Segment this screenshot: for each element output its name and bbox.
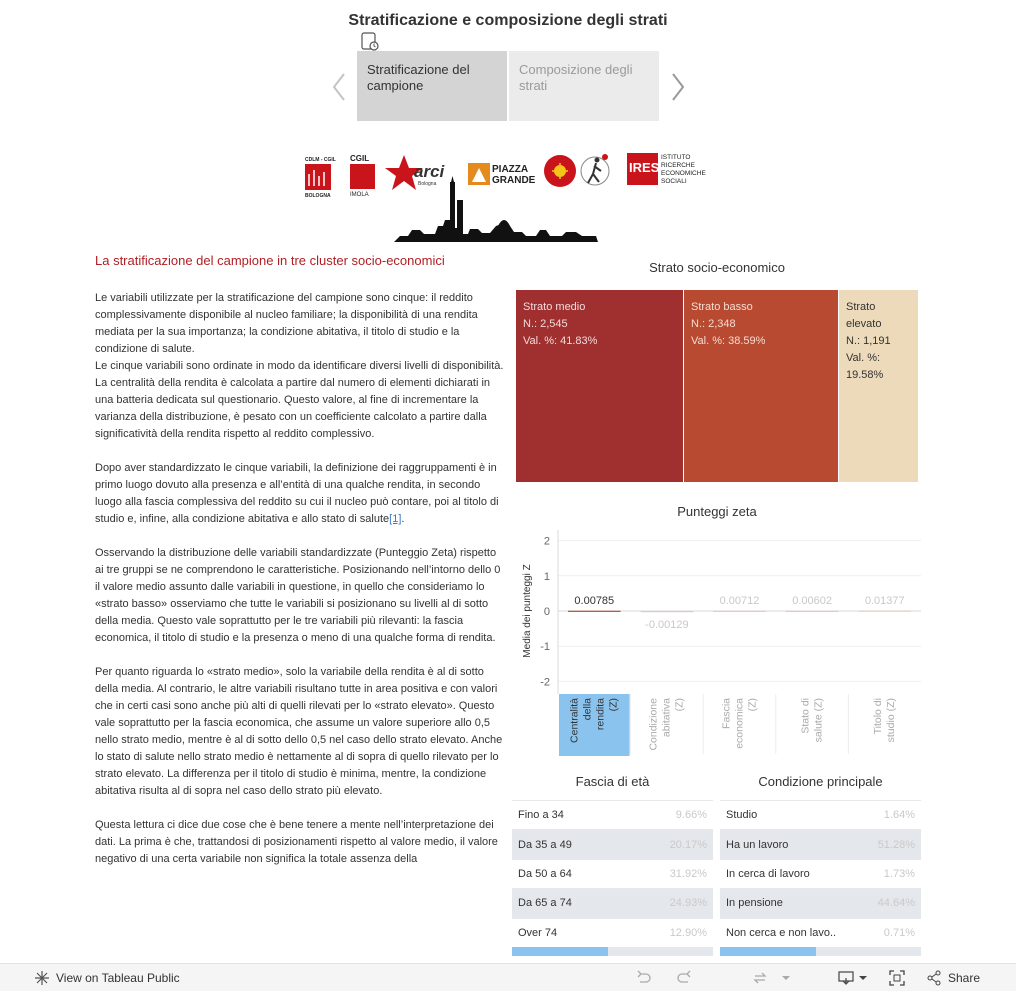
table-row[interactable] (512, 888, 713, 917)
ires-logo (627, 153, 706, 185)
revert-icon[interactable] (752, 970, 768, 986)
scroll-bar[interactable] (720, 947, 921, 956)
treemap-cell-name: Strato basso (691, 301, 753, 313)
condition-table-title: Condizione principale (758, 774, 883, 789)
treemap-cell[interactable] (516, 290, 683, 482)
table-row-label: In pensione (726, 897, 783, 910)
story-point-composizione[interactable]: Composizione degli strati (509, 51, 659, 121)
next-story-point-icon[interactable] (667, 70, 687, 104)
previous-story-point-icon[interactable] (330, 70, 350, 104)
story-point-stratificazione[interactable]: Stratificazione del campione (357, 51, 507, 121)
x-category-label-line: economica (733, 698, 746, 749)
zeta-value-label: 0.00602 (792, 595, 832, 607)
table-row-label: Da 65 a 74 (518, 897, 572, 910)
svg-text:IRES: IRES (629, 160, 660, 175)
redo-icon[interactable] (676, 970, 692, 986)
undo-icon[interactable] (636, 970, 652, 986)
svg-text:ISTITUTO: ISTITUTO (661, 154, 691, 161)
fullscreen-icon[interactable] (889, 970, 905, 986)
table-row[interactable] (512, 918, 713, 947)
svg-text:CDLM - CGIL: CDLM - CGIL (305, 157, 336, 163)
zeta-bar[interactable] (858, 611, 911, 612)
table-row-value: 0.71% (883, 926, 915, 939)
x-category-label-line: (Z) (607, 698, 620, 712)
age-table-title: Fascia di età (575, 774, 650, 789)
treemap-title: Strato socio-economico (649, 260, 785, 275)
svg-text:CGIL: CGIL (350, 154, 370, 163)
table-row-label: Ha un lavoro (726, 838, 789, 851)
zeta-bar-chart (516, 522, 921, 762)
svg-text:RICERCHE: RICERCHE (661, 162, 695, 169)
table-row-label: Da 35 a 49 (518, 838, 572, 851)
treemap-cell[interactable] (839, 290, 918, 482)
x-category-label[interactable] (720, 698, 758, 749)
x-category-label-line: rendita (594, 698, 607, 731)
footnote-link[interactable]: [1] (389, 513, 402, 525)
svg-text:GRANDE: GRANDE (492, 175, 536, 186)
table-row-label: Non cerca e non lavo.. (726, 926, 837, 939)
y-tick-label: 2 (543, 535, 550, 548)
partner-logos-banner (300, 150, 720, 245)
x-category-label[interactable] (872, 698, 897, 742)
treemap-cell-n: N.: 2,348 (691, 318, 736, 330)
x-category-label[interactable] (799, 698, 824, 742)
article-paragraph: Questa lettura ci dice due cose che è bene tenere a mente nell’interpretazione dei dati. La prima è che, trattandosi di posizionamenti rispetto al valore medio, il valore negativo di una certa variabile non significa la totale assenza della (95, 819, 498, 865)
story-title: Stratificazione e composizione degli strati (348, 12, 668, 29)
y-tick-label: -2 (540, 676, 550, 689)
zeta-value-label: 0.01377 (864, 595, 905, 607)
treemap-cell-n: N.: 1,191 (846, 335, 891, 347)
svg-text:SOCIALI: SOCIALI (661, 178, 687, 185)
treemap-cell[interactable] (684, 290, 838, 482)
x-category-label-line: studio (Z) (884, 698, 897, 743)
download-dropdown-chevron-icon[interactable] (855, 970, 871, 986)
y-tick-label: -1 (540, 641, 550, 654)
table-row-value: 44.64% (877, 897, 915, 910)
story-document-icon[interactable] (360, 32, 380, 52)
x-category-label-line: della (581, 698, 594, 721)
x-category-label-line: Stato di (799, 698, 812, 734)
svg-text:ECONOMICHE: ECONOMICHE (661, 170, 706, 177)
x-category-label-line: (Z) (673, 698, 686, 712)
view-on-tableau-label: View on Tableau Public (56, 971, 180, 985)
x-category-label-line: (Z) (746, 698, 759, 712)
x-category-label-line: Titolo di (871, 698, 884, 735)
tableau-logo-icon (34, 970, 50, 986)
table-row[interactable] (720, 918, 921, 947)
age-table (512, 800, 713, 956)
table-row-value: 1.73% (883, 867, 915, 880)
x-category-label[interactable] (648, 698, 686, 751)
article-heading: La stratificazione del campione in tre cluster socio-economici (95, 253, 445, 268)
svg-text:PIAZZA: PIAZZA (492, 164, 529, 175)
treemap-cell-pct: Val. %: 19.58% (846, 352, 884, 381)
x-category-label-line: Fascia (720, 698, 733, 729)
y-tick-label: 0 (543, 606, 550, 618)
article-paragraph: Le variabili utilizzate per la stratificazione del campione sono cinque: il reddito complessivamente disponibile al nucleo familiare; la disponibilità di una rendita mediata per la sua importanza; la condizione abitativa, il titolo di studio e la condizione di salute. Le cinque variabili sono ordinate in modo da identificare diversi livelli di disponibilità. La centralità della rendita è calcolata a partire dal numero di elementi dichiarati in una batteria dedicata sul questionario. Questo valore, al fine di incrementare la varianza della distribuzione, è pesato con un coefficiente calcolato a partire dalla significatività della rendita rispetto al reddito complessivo. (95, 292, 504, 440)
table-row-value: 51.28% (877, 838, 915, 851)
treemap-cell-name: Strato elevato (846, 301, 882, 330)
treemap-cell-pct: Val. %: 38.59% (691, 335, 766, 347)
article-paragraph: Per quanto riguarda lo «strato medio», solo la variabile della rendita è al di sotto della media. Al contrario, le altre variabili risultano tutte in area positiva e con valori che in certi casi sono anche più alti di quelli rilevati per lo «strato elevato». Questo vale soprattutto per la fascia economica, che assume un valore superiore allo 0,5 nello strato medio, mentre è al di sotto dello 0,5 nel caso dello strato elevato. Anche lo stato di salute nello strato medio è nettamente al di sopra di quello rilevato per lo strato elevato. La differenza per il titolo di studio è minima, mentre, la condizione abitativa risulta al di sopra nel caso dello strato più elevato. (95, 666, 503, 797)
table-row[interactable] (720, 829, 921, 858)
table-row[interactable] (720, 888, 921, 917)
table-row-value: 20.17% (669, 838, 707, 851)
svg-text:IMOLA: IMOLA (350, 192, 369, 198)
cdlm-bologna-logo (305, 157, 336, 199)
table-row-label: Fino a 34 (518, 809, 564, 822)
piazza-grande-logo (468, 163, 536, 186)
strato-treemap (516, 290, 918, 482)
article-paragraph: Osservando la distribuzione delle variabili standardizzate (Punteggio Zeta) rispetto ai tre gruppi se ne comprendono le caratteristiche. Posizionando nell’intorno dello 0 il valore medio assunto dalle variabili in questione, in quello che consideriamo lo «strato basso» osserviamo che tutte le variabili si posizionano su livelli al di sotto della media. Questo vale soprattutto per le tre variabili più rilevanti: la fascia economica, il titolo di studio e la presenza o meno di una qualche forma di rendita. (95, 547, 501, 644)
article-paragraph: Dopo aver standardizzato le cinque variabili, la definizione dei raggruppamenti è in primo luogo dovuto alla presenza e all’entità di una qualche rendita, in secondo luogo alla fascia complessiva del reddito su cui il nucleo può contare, poi al titolo di studio e, infine, alla condizione abitativa e allo stato di salute[1]. (95, 462, 499, 525)
cgil-imola-logo (350, 154, 375, 198)
table-row[interactable] (720, 800, 921, 829)
share-label: Share (948, 971, 981, 985)
x-category-label-line: Condizione (647, 698, 660, 751)
table-row-value: 31.92% (669, 867, 707, 880)
share-icon (926, 970, 942, 986)
circle-partner-logo (544, 155, 576, 187)
condition-table (720, 800, 921, 956)
table-row-value: 24.93% (669, 897, 707, 910)
share-button[interactable] (926, 970, 980, 986)
treemap-cell-n: N.: 2,545 (523, 318, 568, 330)
table-row[interactable] (512, 800, 713, 829)
zeta-bar[interactable] (786, 611, 839, 612)
table-row[interactable] (512, 859, 713, 888)
svg-text:arci: arci (414, 162, 445, 181)
table-row-label: Over 74 (518, 926, 558, 939)
revert-dropdown-chevron-icon[interactable] (778, 970, 794, 986)
download-icon[interactable] (838, 970, 854, 986)
table-row-label: In cerca di lavoro (726, 867, 810, 880)
table-row-value: 9.66% (675, 809, 707, 822)
tableau-toolbar (0, 963, 1016, 991)
x-category-label-line: salute (Z) (812, 698, 825, 743)
table-row-value: 1.64% (883, 809, 915, 822)
table-row-value: 12.90% (669, 926, 707, 939)
zeta-chart-title: Punteggi zeta (677, 504, 757, 519)
zeta-value-label: -0.00129 (645, 619, 689, 631)
x-category-label-line: Centralità (568, 698, 581, 743)
treemap-cell-pct: Val. %: 41.83% (523, 335, 598, 347)
zeta-value-label: 0.00712 (719, 595, 760, 607)
table-row[interactable] (512, 829, 713, 858)
svg-text:BOLOGNA: BOLOGNA (305, 193, 331, 199)
x-category-label-line: abitativa (660, 698, 673, 738)
arci-bologna-logo (385, 155, 446, 190)
y-tick-label: 1 (543, 570, 550, 583)
treemap-cell-name: Strato medio (523, 301, 586, 313)
article-body (95, 290, 505, 955)
zeta-bar[interactable] (713, 611, 766, 612)
scroll-thumb[interactable] (512, 947, 608, 956)
zeta-bar[interactable] (568, 611, 621, 612)
table-row-label: Studio (726, 809, 758, 822)
table-row-label: Da 50 a 64 (518, 867, 572, 880)
walking-figure-logo (581, 154, 609, 185)
view-on-tableau-button[interactable] (34, 970, 180, 986)
svg-text:Bologna: Bologna (418, 181, 437, 187)
zeta-value-label: 0.00785 (574, 595, 615, 607)
table-row[interactable] (720, 859, 921, 888)
scroll-bar[interactable] (512, 947, 713, 956)
scroll-thumb[interactable] (720, 947, 816, 956)
zeta-bar[interactable] (641, 611, 694, 612)
y-axis-label: Media dei punteggi Z (522, 564, 533, 658)
